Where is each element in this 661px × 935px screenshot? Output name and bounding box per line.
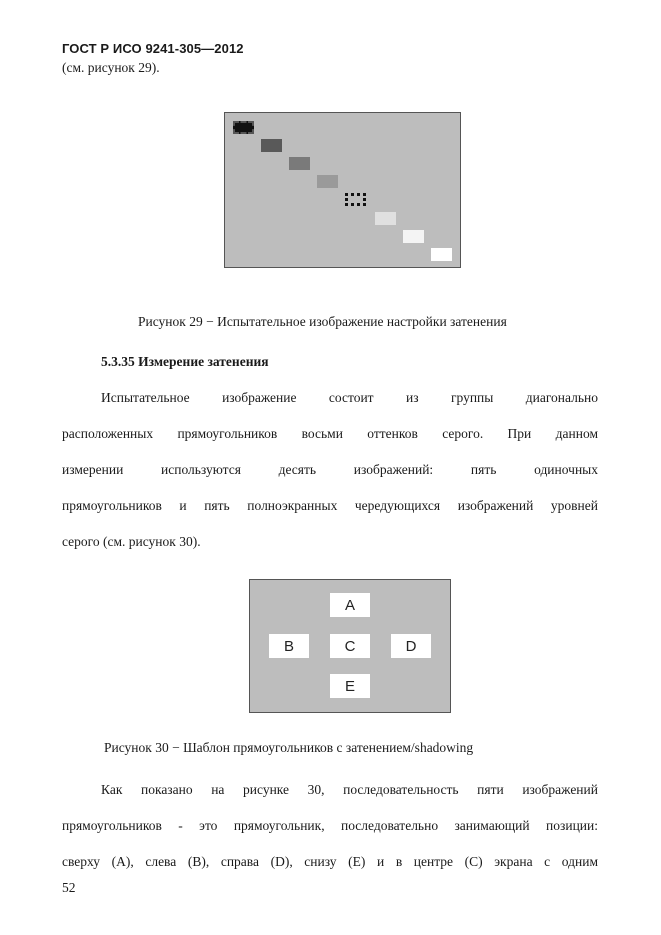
shade-square-6	[375, 212, 396, 225]
shade-square-8	[431, 248, 452, 261]
position-box-d: D	[391, 634, 431, 658]
section-title: Измерение затенения	[138, 354, 269, 369]
paragraph-line: измерении используются десять изображений: пять одиночных	[62, 462, 598, 477]
page-number: 52	[62, 880, 76, 895]
document-header: ГОСТ Р ИСО 9241-305—2012	[62, 41, 244, 56]
shade-square-7	[403, 230, 424, 243]
paragraph-1	[62, 389, 598, 569]
paragraph-line: прямоугольников и пять полноэкранных чередующихся изображений уровней	[62, 498, 598, 513]
position-box-c: C	[330, 634, 370, 658]
paragraph-line: прямоугольников - это прямоугольник, последовательно занимающий позиции:	[62, 818, 598, 833]
continuation-text: (см. рисунок 29).	[62, 60, 160, 75]
figure-29-shading-test-image	[224, 112, 461, 268]
paragraph-line: расположенных прямоугольников восьми оттенков серого. При данном	[62, 426, 598, 441]
figure-30-caption: Рисунок 30 − Шаблон прямоугольников с затенением/shadowing	[104, 740, 474, 755]
shade-square-3	[289, 157, 310, 170]
position-box-a: A	[330, 593, 370, 617]
figure-29-caption: Рисунок 29 − Испытательное изображение настройки затенения	[138, 314, 507, 329]
shade-square-1	[233, 121, 254, 134]
section-number: 5.3.35	[101, 354, 135, 369]
shade-square-4	[317, 175, 338, 188]
paragraph-line: Испытательное изображение состоит из группы диагонально	[101, 390, 598, 405]
position-box-e: E	[330, 674, 370, 698]
shade-square-2	[261, 139, 282, 152]
position-box-b: B	[269, 634, 309, 658]
shade-square-5-outline	[345, 193, 366, 206]
paragraph-line: Как показано на рисунке 30, последовательность пяти изображений	[101, 782, 598, 797]
paragraph-line: серого (см. рисунок 30).	[62, 534, 201, 549]
section-heading	[101, 354, 269, 370]
paragraph-line: сверху (A), слева (B), справа (D), снизу (E) и в центре (C) экрана с одним	[62, 854, 598, 869]
figure-30-rectangle-template	[249, 579, 451, 713]
paragraph-2	[62, 781, 598, 889]
